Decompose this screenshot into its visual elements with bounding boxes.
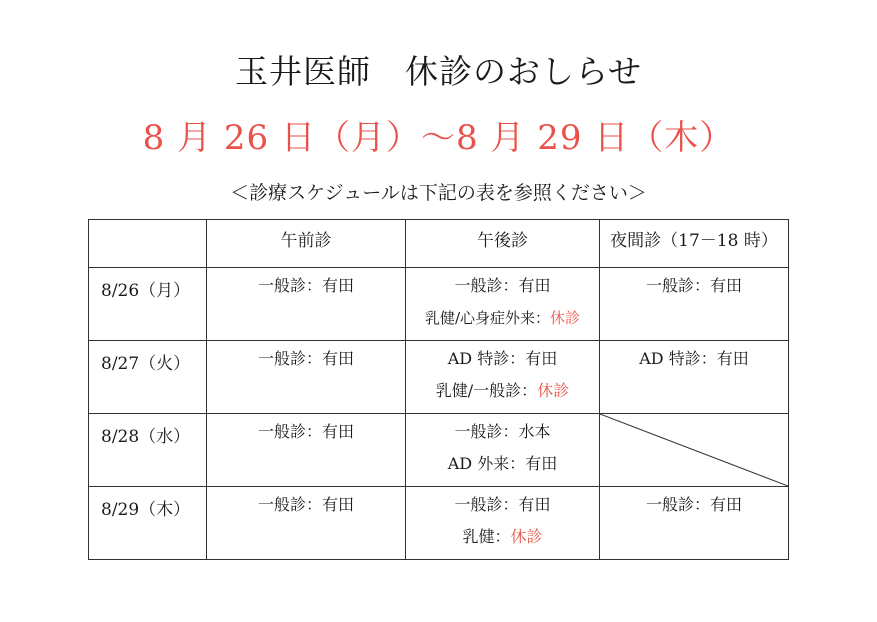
entry-label: 乳健：	[462, 527, 511, 546]
morning-entry: 一般診：有田	[257, 349, 354, 368]
afternoon-cell	[406, 341, 600, 414]
afternoon-entry	[406, 349, 599, 369]
table-row	[89, 341, 789, 414]
page-title: 玉井医師 休診のおしらせ	[234, 52, 642, 91]
header-afternoon: 午後診	[406, 220, 600, 268]
afternoon-entry	[406, 381, 599, 401]
date-label: 8/26（月）	[101, 281, 191, 301]
entry-label: 乳健/心身症外来：	[424, 309, 551, 327]
table-header-row	[89, 220, 789, 268]
afternoon-cell	[406, 414, 600, 487]
row-date	[89, 487, 207, 560]
header-evening: 夜間診（17－18 時）	[600, 220, 789, 268]
evening-cell	[600, 268, 789, 341]
table-row	[89, 414, 789, 487]
evening-cell-empty	[600, 414, 789, 487]
afternoon-entry	[406, 495, 599, 515]
diagonal-strike	[600, 414, 788, 486]
closure-period: 8 月 26 日（月）～8 月 29 日（木）	[142, 118, 735, 158]
entry-label: 一般診：有田	[454, 276, 551, 295]
closed-badge: 休診	[537, 381, 570, 400]
afternoon-cell	[406, 487, 600, 560]
header-morning: 午前診	[207, 220, 406, 268]
entry-label: AD 外来：有田	[447, 454, 558, 473]
closed-badge: 休診	[510, 527, 543, 546]
table-row	[89, 268, 789, 341]
entry-label: AD 特診：有田	[447, 349, 558, 368]
morning-entry: 一般診：有田	[257, 422, 354, 441]
closed-badge: 休診	[550, 309, 581, 327]
afternoon-entry	[406, 527, 599, 547]
date-label: 8/27（火）	[101, 354, 191, 374]
afternoon-entry	[406, 308, 599, 328]
evening-cell	[600, 487, 789, 560]
schedule-note: ＜診療スケジュールは下記の表を参照ください＞	[230, 182, 647, 204]
afternoon-entry	[406, 454, 599, 474]
entry-label: 乳健/一般診：	[435, 381, 538, 400]
row-date	[89, 414, 207, 487]
afternoon-cell	[406, 268, 600, 341]
morning-cell	[207, 487, 406, 560]
evening-entry: 一般診：有田	[645, 276, 742, 295]
row-date	[89, 341, 207, 414]
row-date	[89, 268, 207, 341]
afternoon-entry	[406, 422, 599, 442]
entry-label: 一般診：有田	[454, 495, 551, 514]
morning-entry: 一般診：有田	[257, 495, 354, 514]
morning-entry: 一般診：有田	[257, 276, 354, 295]
morning-cell	[207, 414, 406, 487]
evening-entry: AD 特診：有田	[639, 349, 749, 368]
morning-cell	[207, 341, 406, 414]
table-row	[89, 487, 789, 560]
evening-cell	[600, 341, 789, 414]
entry-label: 一般診：水本	[454, 422, 551, 441]
header-date	[89, 220, 207, 268]
evening-entry: 一般診：有田	[645, 495, 742, 514]
date-label: 8/29（木）	[101, 500, 191, 520]
schedule-table	[88, 219, 789, 560]
morning-cell	[207, 268, 406, 341]
date-label: 8/28（水）	[101, 427, 191, 447]
afternoon-entry	[406, 276, 599, 296]
